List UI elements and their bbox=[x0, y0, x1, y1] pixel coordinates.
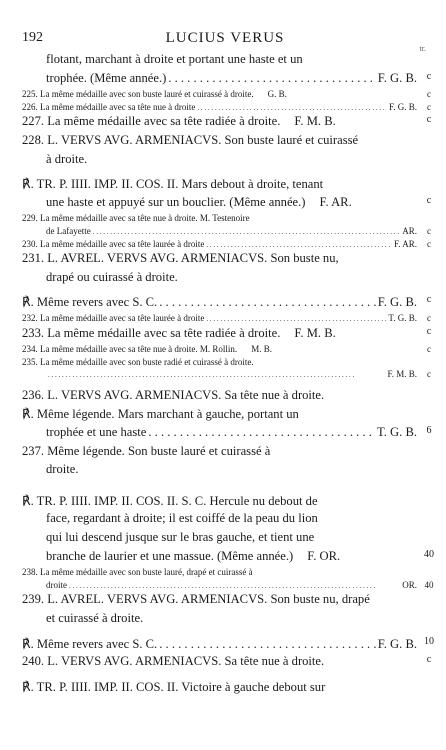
line-text: 238. La même médaille avec son buste lauré, drapé et cuirassé à bbox=[22, 567, 253, 578]
line-text: 232. La même médaille avec sa tête laurée à droite bbox=[22, 312, 205, 323]
catalogue-line bbox=[22, 344, 431, 357]
line-text: 235. La même médaille avec son buste radié et cuirassé à droite. bbox=[22, 356, 254, 367]
catalogue-line bbox=[22, 52, 417, 71]
price-value: c bbox=[427, 225, 431, 236]
page-number: 192 bbox=[22, 30, 43, 45]
catalogue-line bbox=[22, 89, 431, 102]
catalogue-line bbox=[22, 357, 417, 370]
metal-size: M. B. bbox=[251, 344, 272, 355]
line-text: et cuirassé à droite. bbox=[46, 611, 144, 625]
catalogue-line bbox=[22, 611, 417, 630]
metal-size: F. M. B. bbox=[294, 325, 336, 340]
metal-size: T. G. B. bbox=[377, 425, 417, 440]
line-text: 229. La même médaille avec sa tête nue à droite. M. Testenoire bbox=[22, 213, 250, 224]
line-text: 233. La même médaille avec sa tête radiée à droite. bbox=[22, 325, 281, 340]
catalogue-line bbox=[22, 312, 431, 326]
catalogue-line bbox=[22, 238, 431, 252]
dot-leader bbox=[206, 239, 392, 249]
line-text: 234. La même médaille avec sa tête nue à droite. M. Rollin. bbox=[22, 344, 238, 355]
price-value: c bbox=[426, 325, 432, 337]
catalogue-line bbox=[22, 270, 417, 289]
line-text: 226. La même médaille avec sa tête nue à droite bbox=[22, 101, 196, 112]
line-text: 230. La même médaille avec sa tête laurée à droite bbox=[22, 238, 205, 249]
line-text: ℟. Même revers avec S. C. bbox=[22, 636, 158, 651]
price-value: 40 bbox=[424, 548, 434, 560]
dot-leader bbox=[168, 71, 375, 86]
catalogue-line bbox=[22, 462, 417, 481]
line-text: 228. L. VERVS AVG. ARMENIACVS. Son buste lauré et cuirassé bbox=[22, 132, 359, 147]
catalogue-line bbox=[22, 251, 417, 270]
catalogue-line bbox=[22, 225, 431, 239]
price-value: c bbox=[426, 70, 432, 82]
metal-size: OR. bbox=[402, 579, 417, 590]
price-value: c bbox=[426, 294, 432, 306]
catalogue-line bbox=[22, 294, 432, 313]
metal-size: F. G. B. bbox=[377, 70, 417, 85]
line-text: ℟. Même légende. Mars marchant à gauche, portant un bbox=[22, 407, 299, 422]
line-text: ℟. Même revers avec S. C. bbox=[22, 295, 158, 310]
line-text: trophée et une haste bbox=[46, 425, 147, 440]
line-text: de Lafayette bbox=[46, 225, 91, 236]
line-text: à droite. bbox=[46, 151, 88, 166]
catalogue-line bbox=[22, 493, 417, 512]
price-value: 40 bbox=[424, 579, 434, 590]
line-text: droite. bbox=[46, 462, 79, 477]
line-text: 240. L. VERVS AVG. ARMENIACVS. Sa tête nue à droite. bbox=[22, 654, 325, 669]
line-text: ℟. TR. P. IIII. IMP. II. COS. II. Mars debout à droite, tenant bbox=[22, 177, 324, 192]
metal-size: F. G. B. bbox=[377, 636, 417, 651]
catalogue-line bbox=[22, 176, 417, 195]
catalogue-line bbox=[22, 530, 417, 549]
dot-leader bbox=[206, 313, 386, 323]
dot-leader bbox=[93, 226, 401, 236]
price-value: c bbox=[426, 114, 432, 126]
metal-size: F. AR. bbox=[393, 238, 417, 249]
line-text: qui lui descend jusque sur le bras gauche, et tient une bbox=[46, 530, 315, 545]
catalogue-line bbox=[22, 369, 431, 382]
catalogue-line bbox=[22, 388, 417, 407]
metal-size: G. B. bbox=[267, 89, 287, 100]
catalogue-line bbox=[22, 133, 417, 152]
metal-size: F. G. B. bbox=[388, 101, 417, 112]
catalogue-line bbox=[22, 592, 417, 611]
catalogue-line bbox=[22, 444, 417, 463]
catalogue-line bbox=[22, 679, 417, 698]
catalogue-line bbox=[22, 406, 417, 425]
price-value: c bbox=[427, 344, 431, 355]
line-text: ℟. TR. P. IIII. IMP. II. COS. II. S. C. Hercule nu debout de bbox=[22, 493, 318, 508]
price-value: c bbox=[427, 238, 431, 249]
line-text: trophée. (Même année.) bbox=[46, 70, 167, 85]
catalogue-line bbox=[22, 511, 417, 530]
line-text: 239. L. AVREL. VERVS AVG. ARMENIACVS. Son buste nu, drapé bbox=[22, 592, 370, 607]
dot-leader bbox=[148, 425, 375, 440]
price-value: c bbox=[427, 312, 431, 323]
line-text: 236. L. VERVS AVG. ARMENIACVS. Sa tête nue à droite. bbox=[22, 387, 325, 402]
price-value: c bbox=[427, 369, 431, 380]
dot-leader bbox=[159, 637, 376, 652]
line-text: face, regardant à droite; il est coiffé de la peau du lion bbox=[46, 511, 318, 526]
catalogue-line bbox=[22, 635, 434, 655]
catalogue-line bbox=[22, 70, 432, 90]
line-text: 231. L. AVREL. VERVS AVG. ARMENIACVS. Son buste nu, bbox=[22, 251, 339, 266]
line-text: ℟. TR. P. IIII. IMP. II. COS. II. Victoire à gauche debout sur bbox=[22, 679, 326, 694]
metal-size: T. G. B. bbox=[388, 312, 417, 323]
catalogue-line bbox=[22, 325, 432, 345]
catalogue-body bbox=[22, 52, 434, 697]
price-value: 6 bbox=[426, 425, 432, 437]
catalogue-line bbox=[22, 567, 417, 580]
metal-size: AR. bbox=[402, 225, 417, 236]
running-title: LUCIUS VERUS bbox=[165, 30, 285, 46]
metal-size: F. M. B. bbox=[294, 114, 336, 129]
dot-leader bbox=[69, 580, 400, 590]
line-text: droite bbox=[46, 579, 67, 590]
price-value: c bbox=[427, 89, 431, 100]
catalogue-line bbox=[22, 213, 417, 226]
line-text: branche de laurier et une massue. (Même année.) bbox=[46, 548, 294, 563]
catalogue-line bbox=[22, 152, 417, 171]
catalogue-line bbox=[22, 425, 432, 444]
catalogue-line bbox=[22, 548, 434, 568]
catalogue-line bbox=[22, 654, 432, 673]
dot-leader bbox=[159, 295, 376, 310]
edge-mark: tr. bbox=[419, 44, 426, 53]
metal-size: F. G. B. bbox=[377, 295, 417, 310]
metal-size: F. AR. bbox=[319, 194, 352, 209]
catalogue-line bbox=[22, 194, 432, 214]
line-text: drapé ou cuirassé à droite. bbox=[46, 269, 178, 284]
line-text: 225. La même médaille avec son buste lauré et cuirassé à droite. bbox=[22, 89, 254, 100]
price-value: c bbox=[426, 654, 432, 666]
price-value: 10 bbox=[424, 635, 434, 647]
catalogue-line bbox=[22, 114, 432, 133]
dot-leader bbox=[48, 369, 385, 379]
line-text: 227. La même médaille avec sa tête radiée à droite. bbox=[22, 114, 281, 129]
line-text: 237. Même légende. Son buste lauré et cuirassé à bbox=[22, 443, 271, 458]
page-header bbox=[22, 30, 428, 53]
catalogue-line bbox=[22, 579, 434, 593]
line-text: flotant, marchant à droite et portant une haste et un bbox=[46, 52, 303, 66]
price-value: c bbox=[426, 194, 432, 206]
line-text: une haste et appuyé sur un bouclier. (Même année.) bbox=[46, 194, 306, 209]
catalogue-line bbox=[22, 101, 431, 115]
metal-size: F. OR. bbox=[307, 548, 341, 563]
price-value: c bbox=[427, 101, 431, 112]
metal-size: F. M. B. bbox=[387, 369, 417, 380]
dot-leader bbox=[197, 102, 387, 112]
